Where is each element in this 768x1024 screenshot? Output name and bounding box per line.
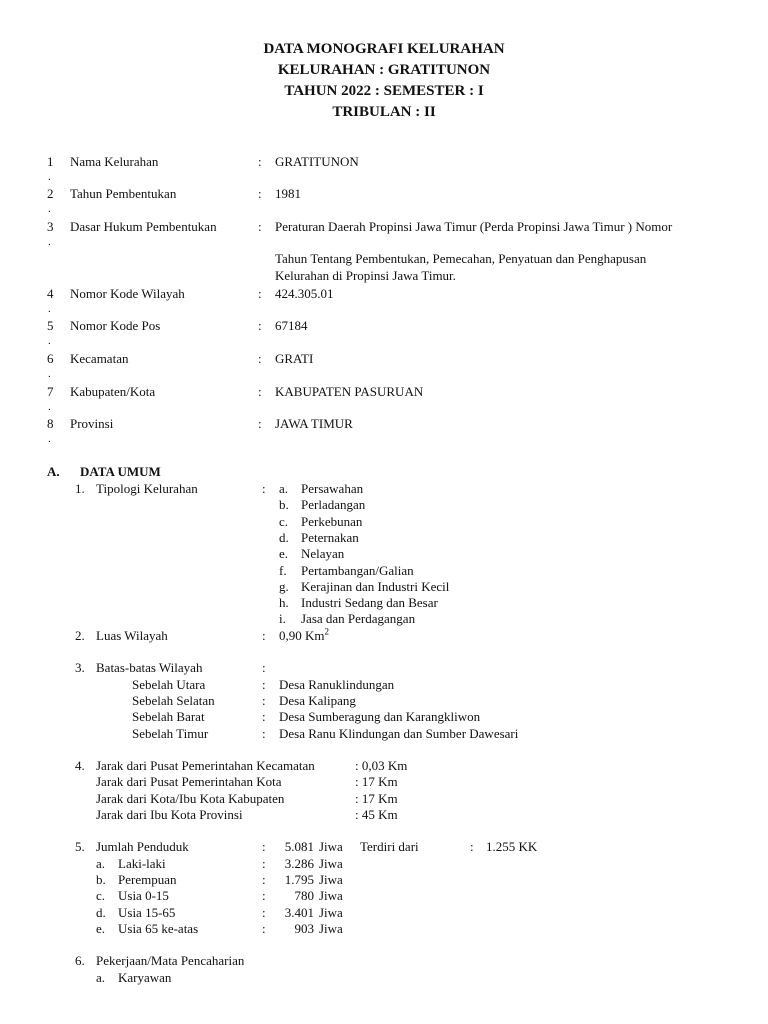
- tipologi-option: Pertambangan/Galian: [301, 563, 414, 578]
- item-colon: :: [262, 628, 266, 643]
- terdiri-colon: :: [470, 839, 474, 854]
- row-dot: .: [48, 203, 51, 215]
- item-number: 6.: [75, 953, 85, 968]
- jarak-value: : 17 Km: [355, 774, 398, 789]
- penduduk-count: 1.795: [284, 872, 314, 887]
- pekerjaan-letter: a.: [96, 970, 106, 985]
- penduduk-label: Usia 15-65: [118, 905, 176, 920]
- luas-superscript: 2: [324, 626, 329, 637]
- item-label: Pekerjaan/Mata Pencaharian: [96, 953, 245, 968]
- tipologi-option: Peternakan: [301, 530, 359, 545]
- tipologi-option: Kerajinan dan Industri Kecil: [301, 579, 450, 594]
- row-dot: .: [48, 236, 51, 248]
- penduduk-letter: d.: [96, 905, 106, 920]
- row-value: JAWA TIMUR: [275, 416, 353, 431]
- penduduk-unit: Jiwa: [319, 888, 343, 903]
- row-value-continued: Tahun Tentang Pembentukan, Pemecahan, Penyatuan dan Penghapusan: [275, 251, 647, 266]
- batas-colon: :: [262, 693, 266, 708]
- item-colon: :: [262, 481, 266, 496]
- row-number: 2: [47, 186, 54, 201]
- penduduk-unit: Jiwa: [319, 839, 343, 854]
- penduduk-letter: c.: [96, 888, 106, 903]
- row-colon: :: [258, 384, 262, 399]
- batas-label: Sebelah Barat: [132, 709, 205, 724]
- terdiri-label: Terdiri dari: [360, 839, 419, 854]
- row-label: Nama Kelurahan: [70, 154, 159, 169]
- tipologi-letter: g.: [279, 579, 289, 594]
- tipologi-letter: a.: [279, 481, 289, 496]
- luas-value: [279, 628, 329, 644]
- tipologi-option: Perkebunan: [301, 514, 363, 529]
- batas-value: Desa Ranuklindungan: [279, 677, 395, 692]
- tipologi-letter: d.: [279, 530, 289, 545]
- row-value: GRATI: [275, 351, 314, 366]
- row-label: Tahun Pembentukan: [70, 186, 177, 201]
- tipologi-letter: h.: [279, 595, 289, 610]
- penduduk-count: 780: [294, 888, 314, 903]
- jarak-label: Jarak dari Pusat Pemerintahan Kecamatan: [96, 758, 315, 773]
- row-colon: :: [258, 351, 262, 366]
- batas-colon: :: [262, 709, 266, 724]
- row-dot: .: [48, 335, 51, 347]
- item-label: Jumlah Penduduk: [96, 839, 189, 854]
- batas-colon: :: [262, 726, 266, 741]
- penduduk-count: 903: [294, 921, 314, 936]
- row-colon: :: [258, 219, 262, 234]
- item-colon: :: [262, 660, 266, 675]
- item-number: 4.: [75, 758, 85, 773]
- penduduk-label: Usia 65 ke-atas: [118, 921, 199, 936]
- penduduk-colon: :: [262, 888, 266, 903]
- item-number: 3.: [75, 660, 85, 675]
- row-value-continued: Kelurahan di Propinsi Jawa Timur.: [275, 268, 456, 283]
- penduduk-unit: Jiwa: [319, 921, 343, 936]
- row-number: 5: [47, 318, 54, 333]
- row-number: 8: [47, 416, 54, 431]
- penduduk-colon: :: [262, 856, 266, 871]
- row-label: Kecamatan: [70, 351, 129, 366]
- row-number: 7: [47, 384, 54, 399]
- kk-count: 1.255 KK: [486, 839, 538, 854]
- row-label: Provinsi: [70, 416, 114, 431]
- row-dot: .: [48, 368, 51, 380]
- batas-colon: :: [262, 677, 266, 692]
- tipologi-option: Persawahan: [301, 481, 364, 496]
- penduduk-colon: :: [262, 921, 266, 936]
- item-label: Luas Wilayah: [96, 628, 168, 643]
- row-colon: :: [258, 154, 262, 169]
- row-value: GRATITUNON: [275, 154, 359, 169]
- batas-value: Desa Kalipang: [279, 693, 356, 708]
- tipologi-letter: e.: [279, 546, 289, 561]
- tipologi-letter: i.: [279, 611, 286, 626]
- row-label: Nomor Kode Pos: [70, 318, 161, 333]
- penduduk-count: 3.286: [284, 856, 314, 871]
- row-number: 4: [47, 286, 54, 301]
- batas-label: Sebelah Utara: [132, 677, 206, 692]
- jarak-label: Jarak dari Ibu Kota Provinsi: [96, 807, 243, 822]
- tipologi-letter: f.: [279, 563, 287, 578]
- row-dot: .: [48, 303, 51, 315]
- tipologi-letter: c.: [279, 514, 289, 529]
- luas-number: 0,90 Km: [279, 628, 325, 643]
- penduduk-colon: :: [262, 872, 266, 887]
- item-label: Tipologi Kelurahan: [96, 481, 198, 496]
- batas-value: Desa Ranu Klindungan dan Sumber Dawesari: [279, 726, 519, 741]
- section-title: DATA UMUM: [80, 464, 161, 479]
- penduduk-total: 5.081: [284, 839, 314, 854]
- row-label: Nomor Kode Wilayah: [70, 286, 185, 301]
- row-value: 1981: [275, 186, 301, 201]
- jarak-value: : 45 Km: [355, 807, 398, 822]
- item-label: Batas-batas Wilayah: [96, 660, 203, 675]
- penduduk-label: Usia 0-15: [118, 888, 169, 903]
- pekerjaan-item: Karyawan: [118, 970, 172, 985]
- penduduk-unit: Jiwa: [319, 872, 343, 887]
- penduduk-letter: b.: [96, 872, 106, 887]
- item-colon: :: [262, 839, 266, 854]
- tipologi-option: Industri Sedang dan Besar: [301, 595, 438, 610]
- kelurahan-heading: KELURAHAN : GRATITUNON: [277, 62, 491, 78]
- item-number: 1.: [75, 481, 85, 496]
- tahun-semester-heading: TAHUN 2022 : SEMESTER : I: [284, 83, 484, 99]
- item-number: 5.: [75, 839, 85, 854]
- row-label: Kabupaten/Kota: [70, 384, 156, 399]
- tribulan-heading: TRIBULAN : II: [332, 104, 436, 120]
- doc-title: DATA MONOGRAFI KELURAHAN: [263, 41, 505, 57]
- jarak-label: Jarak dari Pusat Pemerintahan Kota: [96, 774, 282, 789]
- batas-label: Sebelah Selatan: [132, 693, 215, 708]
- penduduk-letter: e.: [96, 921, 106, 936]
- row-number: 3: [47, 219, 54, 234]
- row-colon: :: [258, 186, 262, 201]
- tipologi-letter: b.: [279, 497, 289, 512]
- row-value: 67184: [275, 318, 308, 333]
- tipologi-option: Perladangan: [301, 497, 366, 512]
- batas-label: Sebelah Timur: [132, 726, 209, 741]
- tipologi-option: Nelayan: [301, 546, 345, 561]
- section-letter: A.: [47, 464, 60, 479]
- penduduk-unit: Jiwa: [319, 856, 343, 871]
- item-number: 2.: [75, 628, 85, 643]
- row-value: 424.305.01: [275, 286, 334, 301]
- row-colon: :: [258, 416, 262, 431]
- penduduk-unit: Jiwa: [319, 905, 343, 920]
- jarak-value: : 0,03 Km: [355, 758, 408, 773]
- row-value: Peraturan Daerah Propinsi Jawa Timur (Perda Propinsi Jawa Timur ) Nomor: [275, 219, 673, 234]
- penduduk-label: Perempuan: [118, 872, 177, 887]
- row-dot: .: [48, 401, 51, 413]
- row-dot: .: [48, 171, 51, 183]
- jarak-value: : 17 Km: [355, 791, 398, 806]
- penduduk-colon: :: [262, 905, 266, 920]
- penduduk-letter: a.: [96, 856, 106, 871]
- row-value: KABUPATEN PASURUAN: [275, 384, 424, 399]
- row-colon: :: [258, 318, 262, 333]
- row-colon: :: [258, 286, 262, 301]
- jarak-label: Jarak dari Kota/Ibu Kota Kabupaten: [96, 791, 285, 806]
- row-number: 1: [47, 154, 54, 169]
- row-label: Dasar Hukum Pembentukan: [70, 219, 217, 234]
- penduduk-count: 3.401: [284, 905, 314, 920]
- tipologi-option: Jasa dan Perdagangan: [301, 611, 416, 626]
- row-dot: .: [48, 433, 51, 445]
- batas-value: Desa Sumberagung dan Karangkliwon: [279, 709, 481, 724]
- row-number: 6: [47, 351, 54, 366]
- penduduk-label: Laki-laki: [118, 856, 166, 871]
